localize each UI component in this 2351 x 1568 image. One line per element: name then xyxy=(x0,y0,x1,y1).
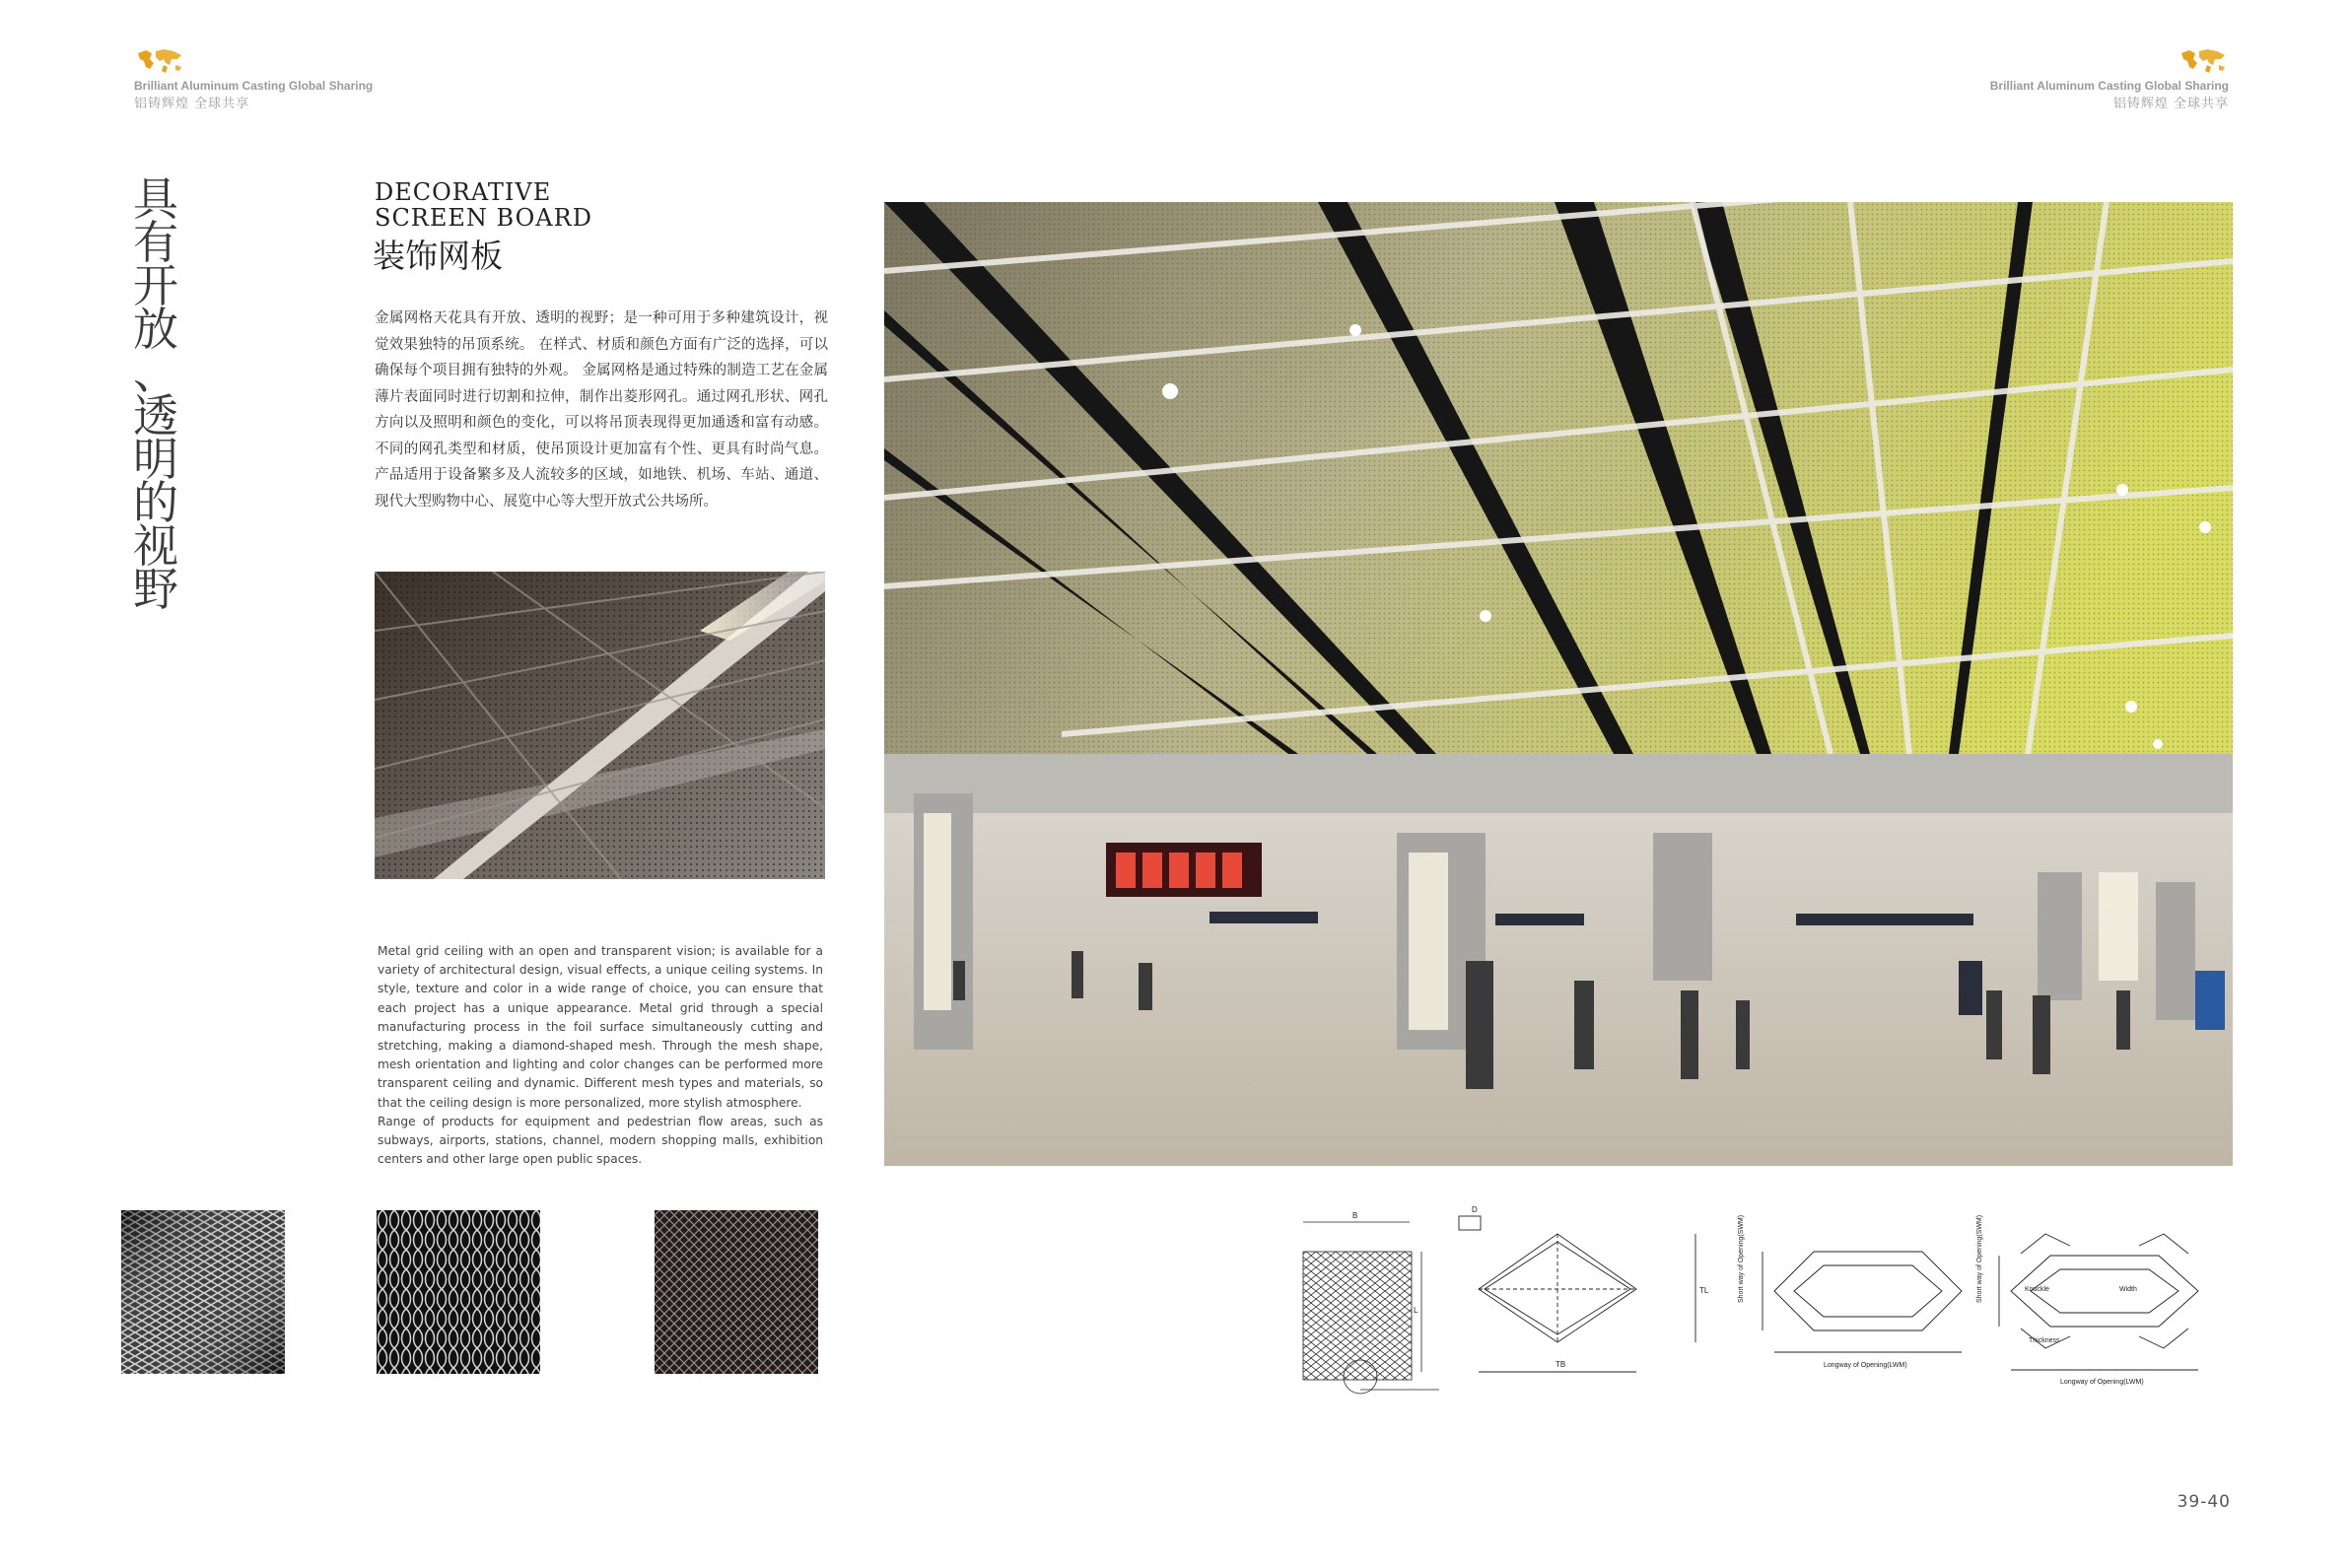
mesh-technical-diagram xyxy=(1291,1204,2238,1401)
heading-english-line2: SCREEN BOARD xyxy=(375,204,592,232)
diagram-long-way-label: Longway of Opening(LWM) xyxy=(1824,1362,1907,1369)
vertical-title-char: 透 xyxy=(133,389,178,443)
brand-left xyxy=(134,47,373,111)
diagram-tb-label: TB xyxy=(1556,1360,1566,1369)
page-number: 39-40 xyxy=(2177,1492,2231,1512)
station-hall-ceiling-photo xyxy=(884,202,2233,1166)
brand-english: Brilliant Aluminum Casting Global Sharing xyxy=(134,79,374,93)
vertical-title-char: 明 xyxy=(133,433,178,486)
body-text-english xyxy=(378,942,823,1169)
diagram-thickness-label: Thickness xyxy=(2029,1337,2060,1344)
mesh-swatch-3 xyxy=(655,1210,818,1374)
world-map-logo-icon xyxy=(2178,47,2229,75)
vertical-title-char: 的 xyxy=(133,476,178,529)
heading-english-line1: DECORATIVE xyxy=(375,178,552,206)
vertical-title-char: 视 xyxy=(133,519,178,573)
world-map-logo-icon xyxy=(134,47,185,75)
brand-chinese: 铝铸辉煌 全球共享 xyxy=(2112,97,2229,111)
body-english-paragraph: Range of products for equipment and pedestrian flow areas, such as subways, airports, stations, channel, modern shopping malls, exhibition centers and other large open public spaces. xyxy=(378,1114,823,1167)
mesh-swatch-2 xyxy=(377,1210,540,1374)
vertical-title-char: 野 xyxy=(133,563,178,616)
body-text-chinese: 金属网格天花具有开放、透明的视野；是一种可用于多种建筑设计，视觉效果独特的吊顶系统。 在样式、材质和颜色方面有广泛的选择，可以确保每个项目拥有独特的外观。 金属网格是通过特殊的制造工艺在金属薄片表面同时进行切割和拉伸，制作出菱形网孔。通过网孔形状、网孔方向以及照明和颜色的变化，可以将吊顶表现得更加通透和富有动感。不同的网孔类型和材质，使吊顶设计更加富有个性、更具有时尚气息。产品适用于设备繁多及人流较多的区域，如地铁、机场、车站、通道、现代大型购物中心、展览中心等大型开放式公共场所。 xyxy=(375,310,828,510)
vertical-title-char: 放 xyxy=(133,303,178,356)
heading-english xyxy=(375,179,592,231)
diagram-tl-label: TL xyxy=(1699,1286,1709,1295)
brand-right xyxy=(1990,47,2229,111)
vertical-title-char: 有 xyxy=(133,216,178,269)
vertical-title-char: 开 xyxy=(133,259,178,312)
diagram-knuckle-label: Knuckle xyxy=(2025,1286,2049,1293)
diagram-b-label: B xyxy=(1352,1211,1358,1220)
diagram-long-way-label: Longway of Opening(LWM) xyxy=(2060,1379,2144,1386)
mesh-swatch-1 xyxy=(121,1210,285,1374)
brand-english: Brilliant Aluminum Casting Global Sharing xyxy=(1989,79,2229,93)
ceiling-detail-photo xyxy=(375,572,825,879)
vertical-title xyxy=(126,172,185,616)
vertical-title-char: 具 xyxy=(133,172,178,226)
diagram-width-label: Width xyxy=(2119,1286,2137,1293)
diagram-short-way-label: Short way of Opening(SWM) xyxy=(1976,1214,1983,1303)
diagram-d-label: D xyxy=(1472,1205,1478,1214)
diagram-l-label: L xyxy=(1414,1306,1418,1315)
body-english-paragraph: Metal grid ceiling with an open and transparent vision; is available for a variety of architectural design, visual effects, a unique ceiling systems. In style, texture and color in a wide range of choice, you can ensure that each project has a unique appearance. Metal grid through a special manufacturing process in the foil surface simultaneously cutting and stretching, making a diamond-shaped mesh. Through the mesh shape, mesh orientation and lighting and color changes can be performed more transparent ceiling and dynamic. Different mesh types and materials, so that the ceiling design is more personalized, more stylish atmosphere. xyxy=(378,944,823,1110)
heading-chinese: 装饰网板 xyxy=(373,237,503,275)
vertical-title-char: 、 xyxy=(133,346,178,399)
brand-chinese: 铝铸辉煌 全球共享 xyxy=(134,97,250,111)
diagram-short-way-label: Short way of Opening(SWM) xyxy=(1738,1214,1745,1303)
